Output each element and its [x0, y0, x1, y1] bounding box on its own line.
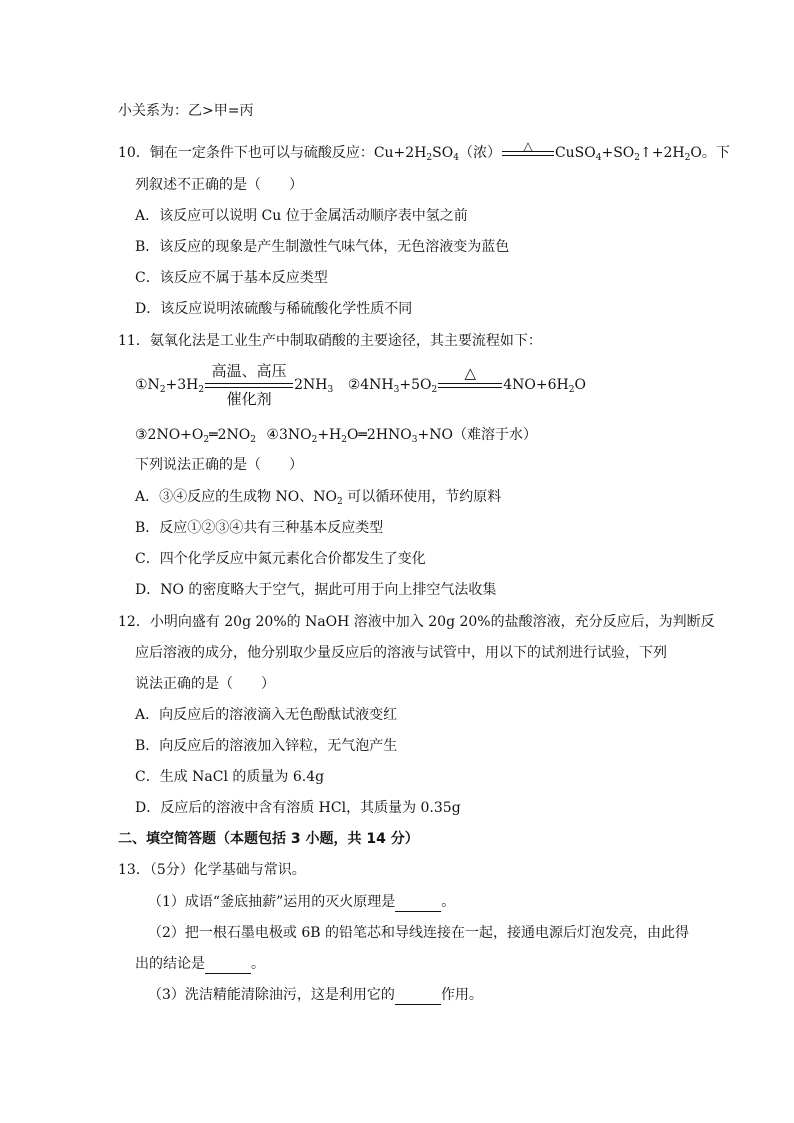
q10-option-a[interactable]: A．该反应可以说明 Cu 位于金属活动顺序表中氢之前 — [135, 208, 468, 224]
q12-prompt: 说法正确的是（ ） — [135, 676, 275, 692]
q12-number: 12． — [118, 614, 150, 630]
continued-text: 小关系为：乙>甲=丙 — [118, 103, 254, 119]
q10-prompt: 列叙述不正确的是（ ） — [135, 177, 303, 193]
q12-text-line2: 应后溶液的成分，他分别取少量反应后的溶液与试管中，用以下的试剂进行试验，下列 — [135, 645, 667, 661]
q10-option-d[interactable]: D．该反应说明浓硫酸与稀硫酸化学性质不同 — [135, 301, 413, 317]
q11-reactions-3-4: $③2NO+O_2═2NO_2$ $④3NO_2+H_2O═2HNO_3+NO$（难溶于水） — [135, 427, 537, 445]
q12-option-d[interactable]: D．反应后的溶液中含有溶质 HCl，其质量为 0.35g — [135, 800, 461, 816]
question-13: 13．（5分）化学基础与常识。 — [118, 862, 306, 878]
q11-option-b[interactable]: B．反应①②③④共有三种基本反应类型 — [135, 520, 384, 536]
q11-number: 11． — [118, 333, 150, 349]
question-11 — [118, 331, 542, 351]
q13-sub-1: （1）成语“釜底抽薪”运用的灭火原理是 。 — [148, 894, 456, 910]
q11-option-d[interactable]: D．NO 的密度略大于空气，据此可用于向上排空气法收集 — [135, 582, 497, 598]
heat-equals-sign: △ — [438, 377, 502, 393]
q10-text: 铜在一定条件下也可以与硫酸反应：Cu+2H — [149, 145, 427, 161]
section-heading: 二、填空简答题（本题包括 3 小题，共 14 分） — [118, 831, 419, 847]
q12-option-a[interactable]: A．向反应后的溶液滴入无色酚酞试液变红 — [135, 707, 398, 723]
answer-blank-2[interactable] — [205, 959, 251, 974]
heat-equals-sign: △ — [502, 146, 554, 160]
question-10: 10．铜在一定条件下也可以与硫酸反应：$Cu+2H_2SO_4$（浓） △ $CuSO_4+SO_2↑+2H_2O$。下 — [118, 139, 730, 163]
q13-sub-2: （2）把一根石墨电极或 6B 的铅笔芯和导线连接在一起，接通电源后灯泡发亮，由此得 — [148, 925, 690, 941]
answer-blank-3[interactable] — [395, 990, 441, 1005]
q11-text: 氨氧化法是工业生产中制取硝酸的主要途径，其主要流程如下： — [149, 333, 542, 349]
answer-blank-1[interactable] — [395, 897, 441, 912]
q11-option-c[interactable]: C．四个化学反应中氮元素化合价都发生了变化 — [135, 551, 426, 567]
q12-option-b[interactable]: B．向反应后的溶液加入锌粒，无气泡产生 — [135, 738, 398, 754]
q11-option-a[interactable]: A．③④反应的生成物 NO、$NO_2$ 可以循环使用，节约原料 — [135, 489, 502, 507]
q12-text: 小明向盛有 20g 20%的 NaOH 溶液中加入 20g 20%的盐酸溶液，充分反应后，为判断反 — [149, 614, 715, 630]
q11-reactions-1-2: $①N_2+3H_2$ 高温、高压 催化剂 $2NH_3$ $②4NH_3+5O_2$ △ $4NO+6H_2O$ — [135, 362, 586, 408]
question-12 — [118, 612, 715, 632]
q13-sub-2-cont: 出的结论是 。 — [135, 956, 265, 972]
q10-option-c[interactable]: C．该反应不属于基本反应类型 — [135, 270, 328, 286]
q12-option-c[interactable]: C．生成 NaCl 的质量为 6.4g — [135, 769, 325, 785]
catalyst-equals-sign: 高温、高压 催化剂 — [205, 375, 293, 395]
q11-prompt: 下列说法正确的是（ ） — [135, 457, 303, 473]
q10-option-b[interactable]: B．该反应的现象是产生制激性气味气体，无色溶液变为蓝色 — [135, 239, 510, 255]
q13-sub-3: （3）洗洁精能清除油污，这是利用它的 作用。 — [148, 987, 483, 1003]
q10-number: 10． — [118, 145, 150, 161]
